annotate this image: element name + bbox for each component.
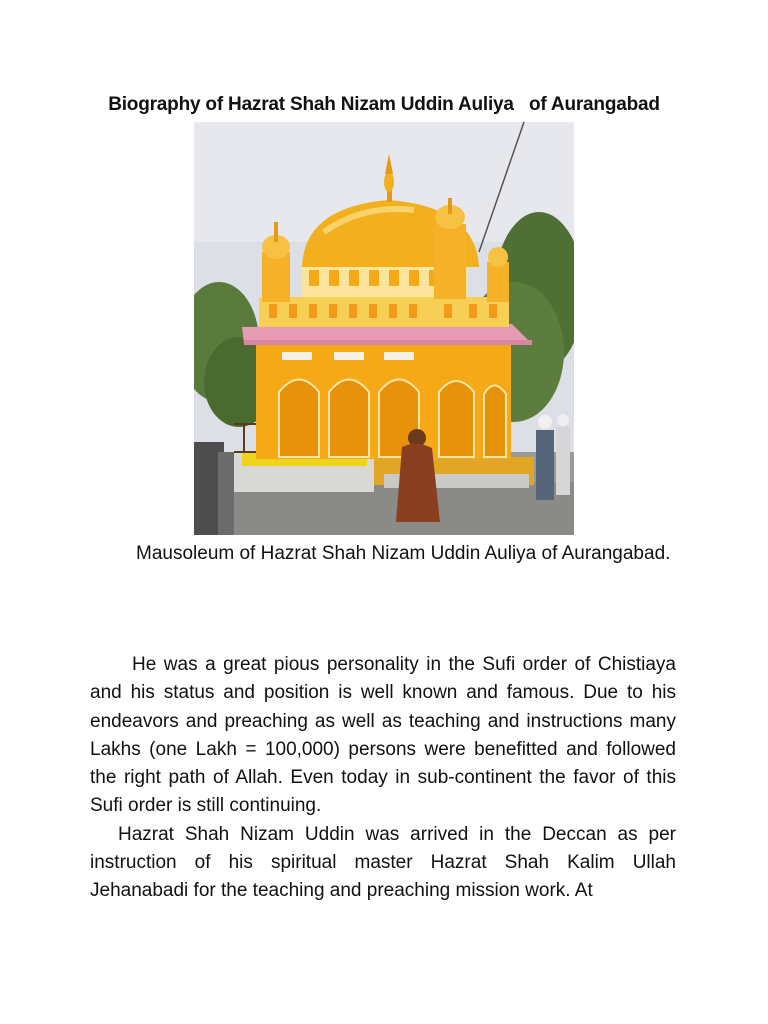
paragraph: He was a great pious personality in the Sufi order of Chistiaya and his status and position is well known and famous. Due to his endeavors and preaching as well as teaching and instructions many Lakhs (one Lakh = 100,000) persons were benefitted and followed the right path of Allah. Even today in sub-continent the favor of this Sufi order is still continuing.: [90, 654, 676, 817]
biography-body: [90, 651, 676, 906]
document-title: Biography of Hazrat Shah Nizam Uddin Auliya of Aurangabad: [108, 94, 660, 115]
mausoleum-photo: [194, 122, 574, 535]
paragraph: Hazrat Shah Nizam Uddin was arrived in the Deccan as per instruction of his spiritual master Hazrat Shah Kalim Ullah Jehanabadi for the teaching and preaching mission work. At: [90, 823, 676, 902]
photo-caption: Mausoleum of Hazrat Shah Nizam Uddin Auliya of Aurangabad.: [136, 543, 671, 564]
mausoleum-illustration: [194, 122, 574, 535]
